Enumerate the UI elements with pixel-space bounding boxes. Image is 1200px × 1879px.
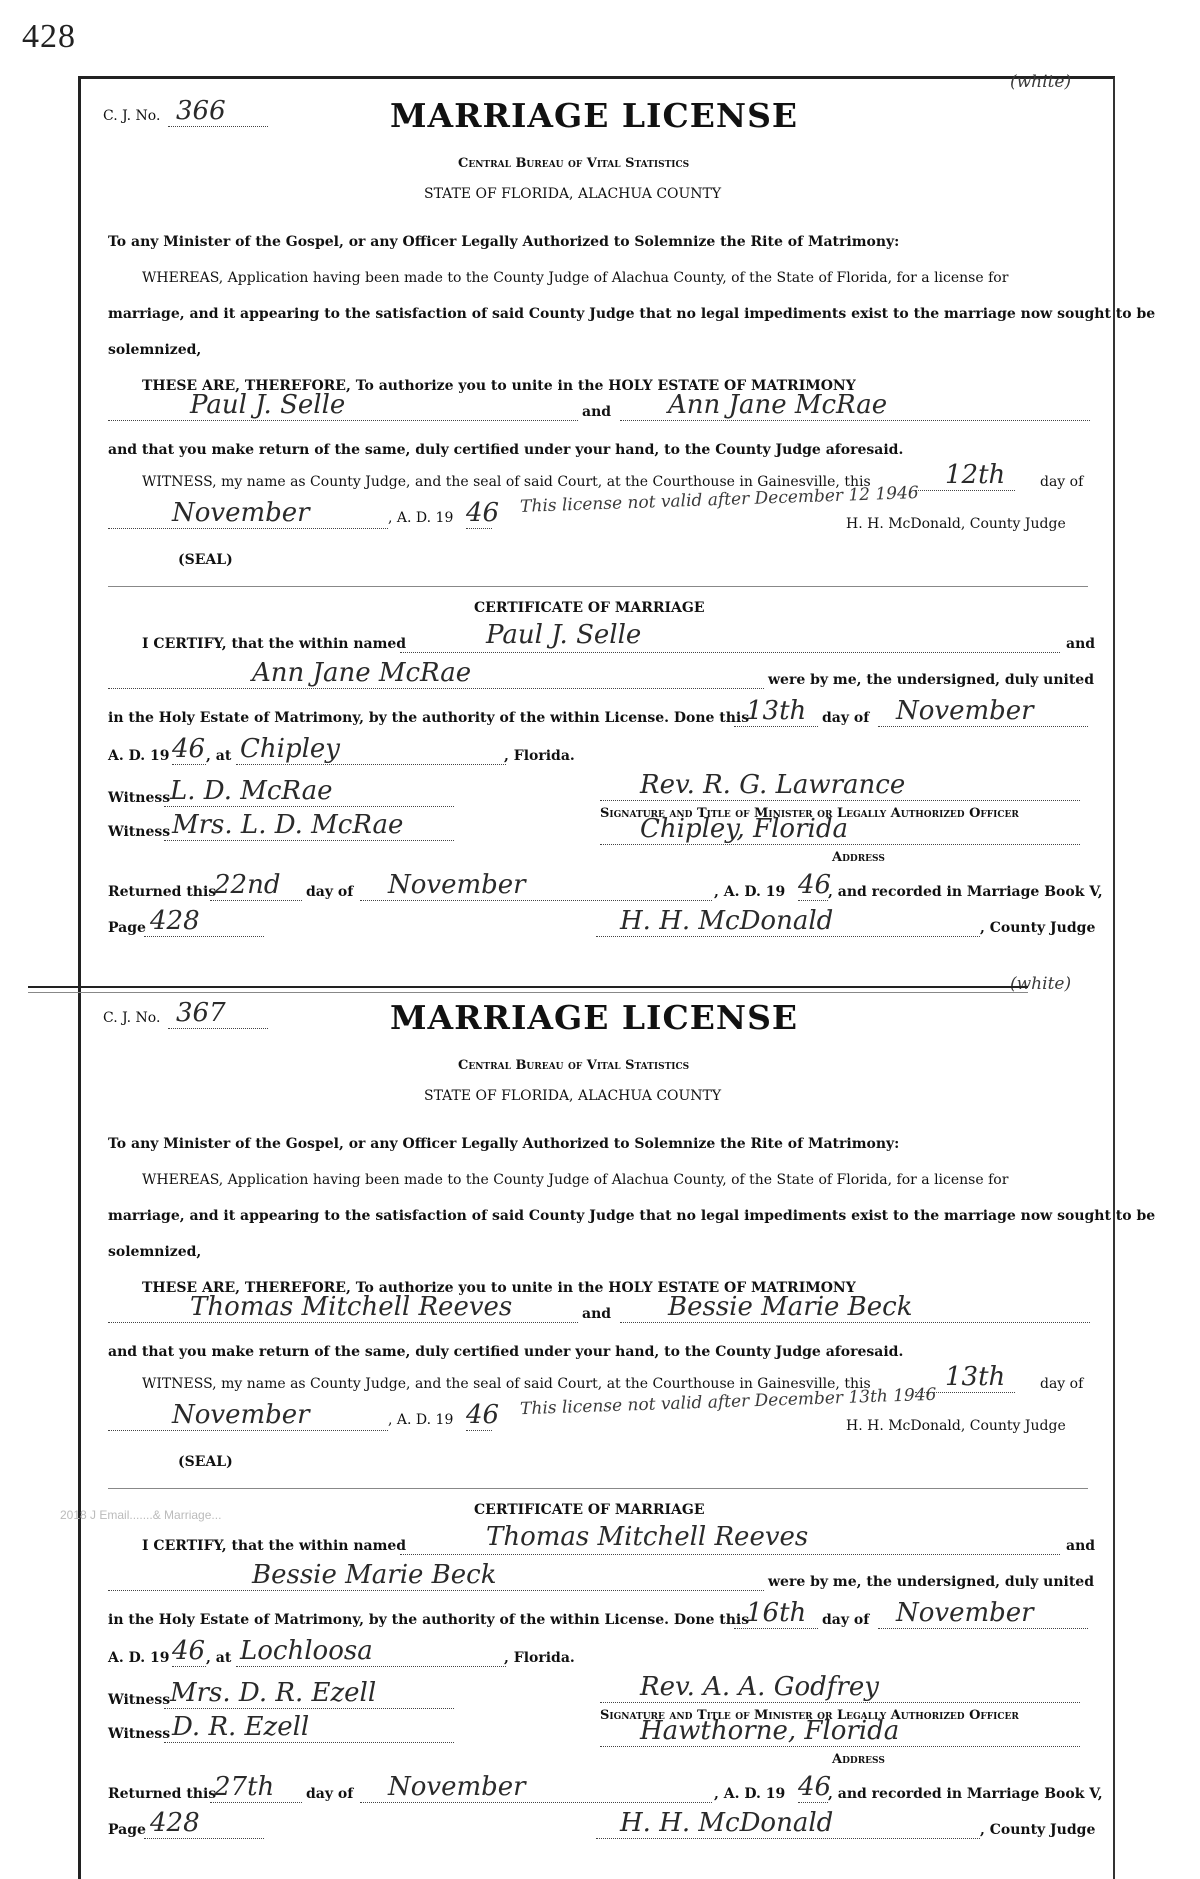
- minister-address: Hawthorne, Florida: [640, 1716, 900, 1746]
- whereas-line2: marriage, and it appearing to the satisfaction of said County Judge that no legal impediments exist to the marriage now sought to be: [108, 1208, 1156, 1224]
- cert-bride-name: Bessie Marie Beck: [252, 1560, 497, 1590]
- and-label: and: [582, 1306, 612, 1322]
- authorize-clause: THESE ARE, THEREFORE, To authorize you to unite in the HOLY ESTATE OF MATRIMONY: [142, 1280, 856, 1296]
- certificate-title: CERTIFICATE OF MARRIAGE: [474, 1502, 705, 1518]
- race-note: (white): [1010, 72, 1072, 92]
- whereas-line1: WHEREAS, Application having been made to the County Judge of Alachua County, of the State of Florida, for a license for: [142, 270, 1009, 286]
- authorize-clause: THESE ARE, THEREFORE, To authorize you to unite in the HOLY ESTATE OF MATRIMONY: [142, 378, 856, 394]
- ad-label: , A. D. 19: [388, 510, 454, 526]
- license-month: November: [172, 498, 310, 528]
- witness1-name: L. D. McRae: [170, 776, 333, 806]
- minister-signature: Rev. A. A. Godfrey: [640, 1672, 879, 1702]
- recorder-signature: H. H. McDonald: [620, 906, 834, 936]
- certificate-title: CERTIFICATE OF MARRIAGE: [474, 600, 705, 616]
- judge-signature: H. H. McDonald, County Judge: [846, 516, 1066, 532]
- holy-estate-clause: in the Holy Estate of Matrimony, by the authority of the within License. Done this: [108, 1612, 750, 1628]
- returned-label: Returned this: [108, 1786, 217, 1802]
- cert-year: 46: [172, 734, 206, 764]
- minister-signature: Rev. R. G. Lawrance: [640, 770, 906, 800]
- state-county: STATE OF FLORIDA, ALACHUA COUNTY: [424, 186, 722, 202]
- returned-label: Returned this: [108, 884, 217, 900]
- minister-caption: Signature and Title of Minister or Legally Authorized Officer: [600, 806, 1019, 821]
- florida-label: , Florida.: [504, 1650, 575, 1666]
- cert-day: 16th: [746, 1598, 807, 1628]
- whereas-line2: marriage, and it appearing to the satisfaction of said County Judge that no legal impediments exist to the marriage now sought to be: [108, 306, 1156, 322]
- marriage-place: Lochloosa: [240, 1636, 373, 1666]
- bureau-caption: Central Bureau of Vital Statistics: [458, 156, 690, 171]
- cert-ad-label: A. D. 19: [108, 748, 170, 764]
- cj-label: C. J. No.: [103, 108, 161, 124]
- cert-and-label: and: [1066, 1538, 1096, 1554]
- returned-day-of-label: day of: [306, 1786, 354, 1802]
- minister-address: Chipley, Florida: [640, 814, 848, 844]
- license-day: 13th: [945, 1362, 1006, 1392]
- united-clause: were by me, the undersigned, duly united: [768, 672, 1094, 688]
- license-day: 12th: [945, 460, 1006, 490]
- page-label: Page: [108, 920, 146, 936]
- certify-clause: I CERTIFY, that the within named: [142, 636, 407, 652]
- groom-name: Paul J. Selle: [190, 390, 346, 420]
- witness-clause: WITNESS, my name as County Judge, and the seal of said Court, at the Courthouse in Gainesville, this: [142, 1376, 871, 1392]
- cert-groom-name: Thomas Mitchell Reeves: [486, 1522, 809, 1552]
- page-label: Page: [108, 1822, 146, 1838]
- returned-day: 22nd: [214, 870, 281, 900]
- day-of-label: day of: [1040, 1376, 1084, 1392]
- cert-day-of-label: day of: [822, 710, 870, 726]
- license-title: MARRIAGE LICENSE: [390, 96, 799, 135]
- witness2-name: D. R. Ezell: [172, 1712, 310, 1742]
- certify-clause: I CERTIFY, that the within named: [142, 1538, 407, 1554]
- license-title: MARRIAGE LICENSE: [390, 998, 799, 1037]
- cert-year: 46: [172, 1636, 206, 1666]
- address-caption: Address: [832, 850, 885, 865]
- return-clause: and that you make return of the same, duly certified under your hand, to the County Judge aforesaid.: [108, 442, 904, 458]
- at-label: , at: [206, 748, 232, 764]
- page-number: 428: [22, 18, 76, 55]
- marriage-place: Chipley: [240, 734, 340, 764]
- salutation: To any Minister of the Gospel, or any Officer Legally Authorized to Solemnize the Rite of Matrimony:: [108, 1136, 900, 1152]
- license-month: November: [172, 1400, 310, 1430]
- bride-name: Bessie Marie Beck: [668, 1292, 913, 1322]
- returned-month: November: [388, 870, 526, 900]
- license-year: 46: [466, 498, 500, 528]
- witness1-name: Mrs. D. R. Ezell: [170, 1678, 377, 1708]
- marriage-record: [0, 972, 1200, 1872]
- marriage-record: [0, 70, 1200, 970]
- returned-year: 46: [798, 1772, 832, 1802]
- state-county: STATE OF FLORIDA, ALACHUA COUNTY: [424, 1088, 722, 1104]
- returned-ad-label: , A. D. 19: [714, 884, 786, 900]
- day-of-label: day of: [1040, 474, 1084, 490]
- cj-number: 366: [176, 96, 226, 126]
- seal-label: (SEAL): [178, 552, 233, 568]
- cert-and-label: and: [1066, 636, 1096, 652]
- witness2-label: Witness: [108, 1726, 171, 1742]
- minister-caption: Signature and Title of Minister or Legally Authorized Officer: [600, 1708, 1019, 1723]
- whereas-line1: WHEREAS, Application having been made to the County Judge of Alachua County, of the State of Florida, for a license for: [142, 1172, 1009, 1188]
- salutation: To any Minister of the Gospel, or any Officer Legally Authorized to Solemnize the Rite of Matrimony:: [108, 234, 900, 250]
- returned-ad-label: , A. D. 19: [714, 1786, 786, 1802]
- cert-month: November: [896, 696, 1034, 726]
- returned-month: November: [388, 1772, 526, 1802]
- page-value: 428: [150, 1808, 200, 1838]
- holy-estate-clause: in the Holy Estate of Matrimony, by the authority of the within License. Done this: [108, 710, 750, 726]
- florida-label: , Florida.: [504, 748, 575, 764]
- ad-label: , A. D. 19: [388, 1412, 454, 1428]
- record-separator: [28, 986, 1028, 993]
- at-label: , at: [206, 1650, 232, 1666]
- address-caption: Address: [832, 1752, 885, 1767]
- cert-day: 13th: [746, 696, 807, 726]
- cj-label: C. J. No.: [103, 1010, 161, 1026]
- witness-clause: WITNESS, my name as County Judge, and the seal of said Court, at the Courthouse in Gainesville, this: [142, 474, 871, 490]
- cert-ad-label: A. D. 19: [108, 1650, 170, 1666]
- cert-bride-name: Ann Jane McRae: [252, 658, 472, 688]
- county-judge-label: , County Judge: [980, 920, 1096, 936]
- bureau-caption: Central Bureau of Vital Statistics: [458, 1058, 690, 1073]
- returned-day: 27th: [214, 1772, 275, 1802]
- returned-year: 46: [798, 870, 832, 900]
- witness2-name: Mrs. L. D. McRae: [172, 810, 404, 840]
- cert-month: November: [896, 1598, 1034, 1628]
- seal-label: (SEAL): [178, 1454, 233, 1470]
- cj-number: 367: [176, 998, 226, 1028]
- witness1-label: Witness: [108, 1692, 171, 1708]
- bride-name: Ann Jane McRae: [668, 390, 888, 420]
- groom-name: Thomas Mitchell Reeves: [190, 1292, 513, 1322]
- whereas-line3: solemnized,: [108, 1244, 202, 1260]
- returned-day-of-label: day of: [306, 884, 354, 900]
- validity-note: This license not valid after December 12 1946: [519, 483, 920, 517]
- united-clause: were by me, the undersigned, duly united: [768, 1574, 1094, 1590]
- recorder-signature: H. H. McDonald: [620, 1808, 834, 1838]
- witness2-label: Witness: [108, 824, 171, 840]
- cert-groom-name: Paul J. Selle: [486, 620, 642, 650]
- race-note: (white): [1010, 974, 1072, 994]
- watermark-text: 2018 J Email.......& Marriage...: [60, 1508, 222, 1522]
- cert-day-of-label: day of: [822, 1612, 870, 1628]
- and-label: and: [582, 404, 612, 420]
- judge-signature: H. H. McDonald, County Judge: [846, 1418, 1066, 1434]
- return-clause: and that you make return of the same, duly certified under your hand, to the County Judge aforesaid.: [108, 1344, 904, 1360]
- county-judge-label: , County Judge: [980, 1822, 1096, 1838]
- witness1-label: Witness: [108, 790, 171, 806]
- recorded-clause: , and recorded in Marriage Book V,: [828, 884, 1103, 900]
- page-value: 428: [150, 906, 200, 936]
- validity-note: This license not valid after December 13th 1946: [519, 1384, 937, 1420]
- recorded-clause: , and recorded in Marriage Book V,: [828, 1786, 1103, 1802]
- whereas-line3: solemnized,: [108, 342, 202, 358]
- license-year: 46: [466, 1400, 500, 1430]
